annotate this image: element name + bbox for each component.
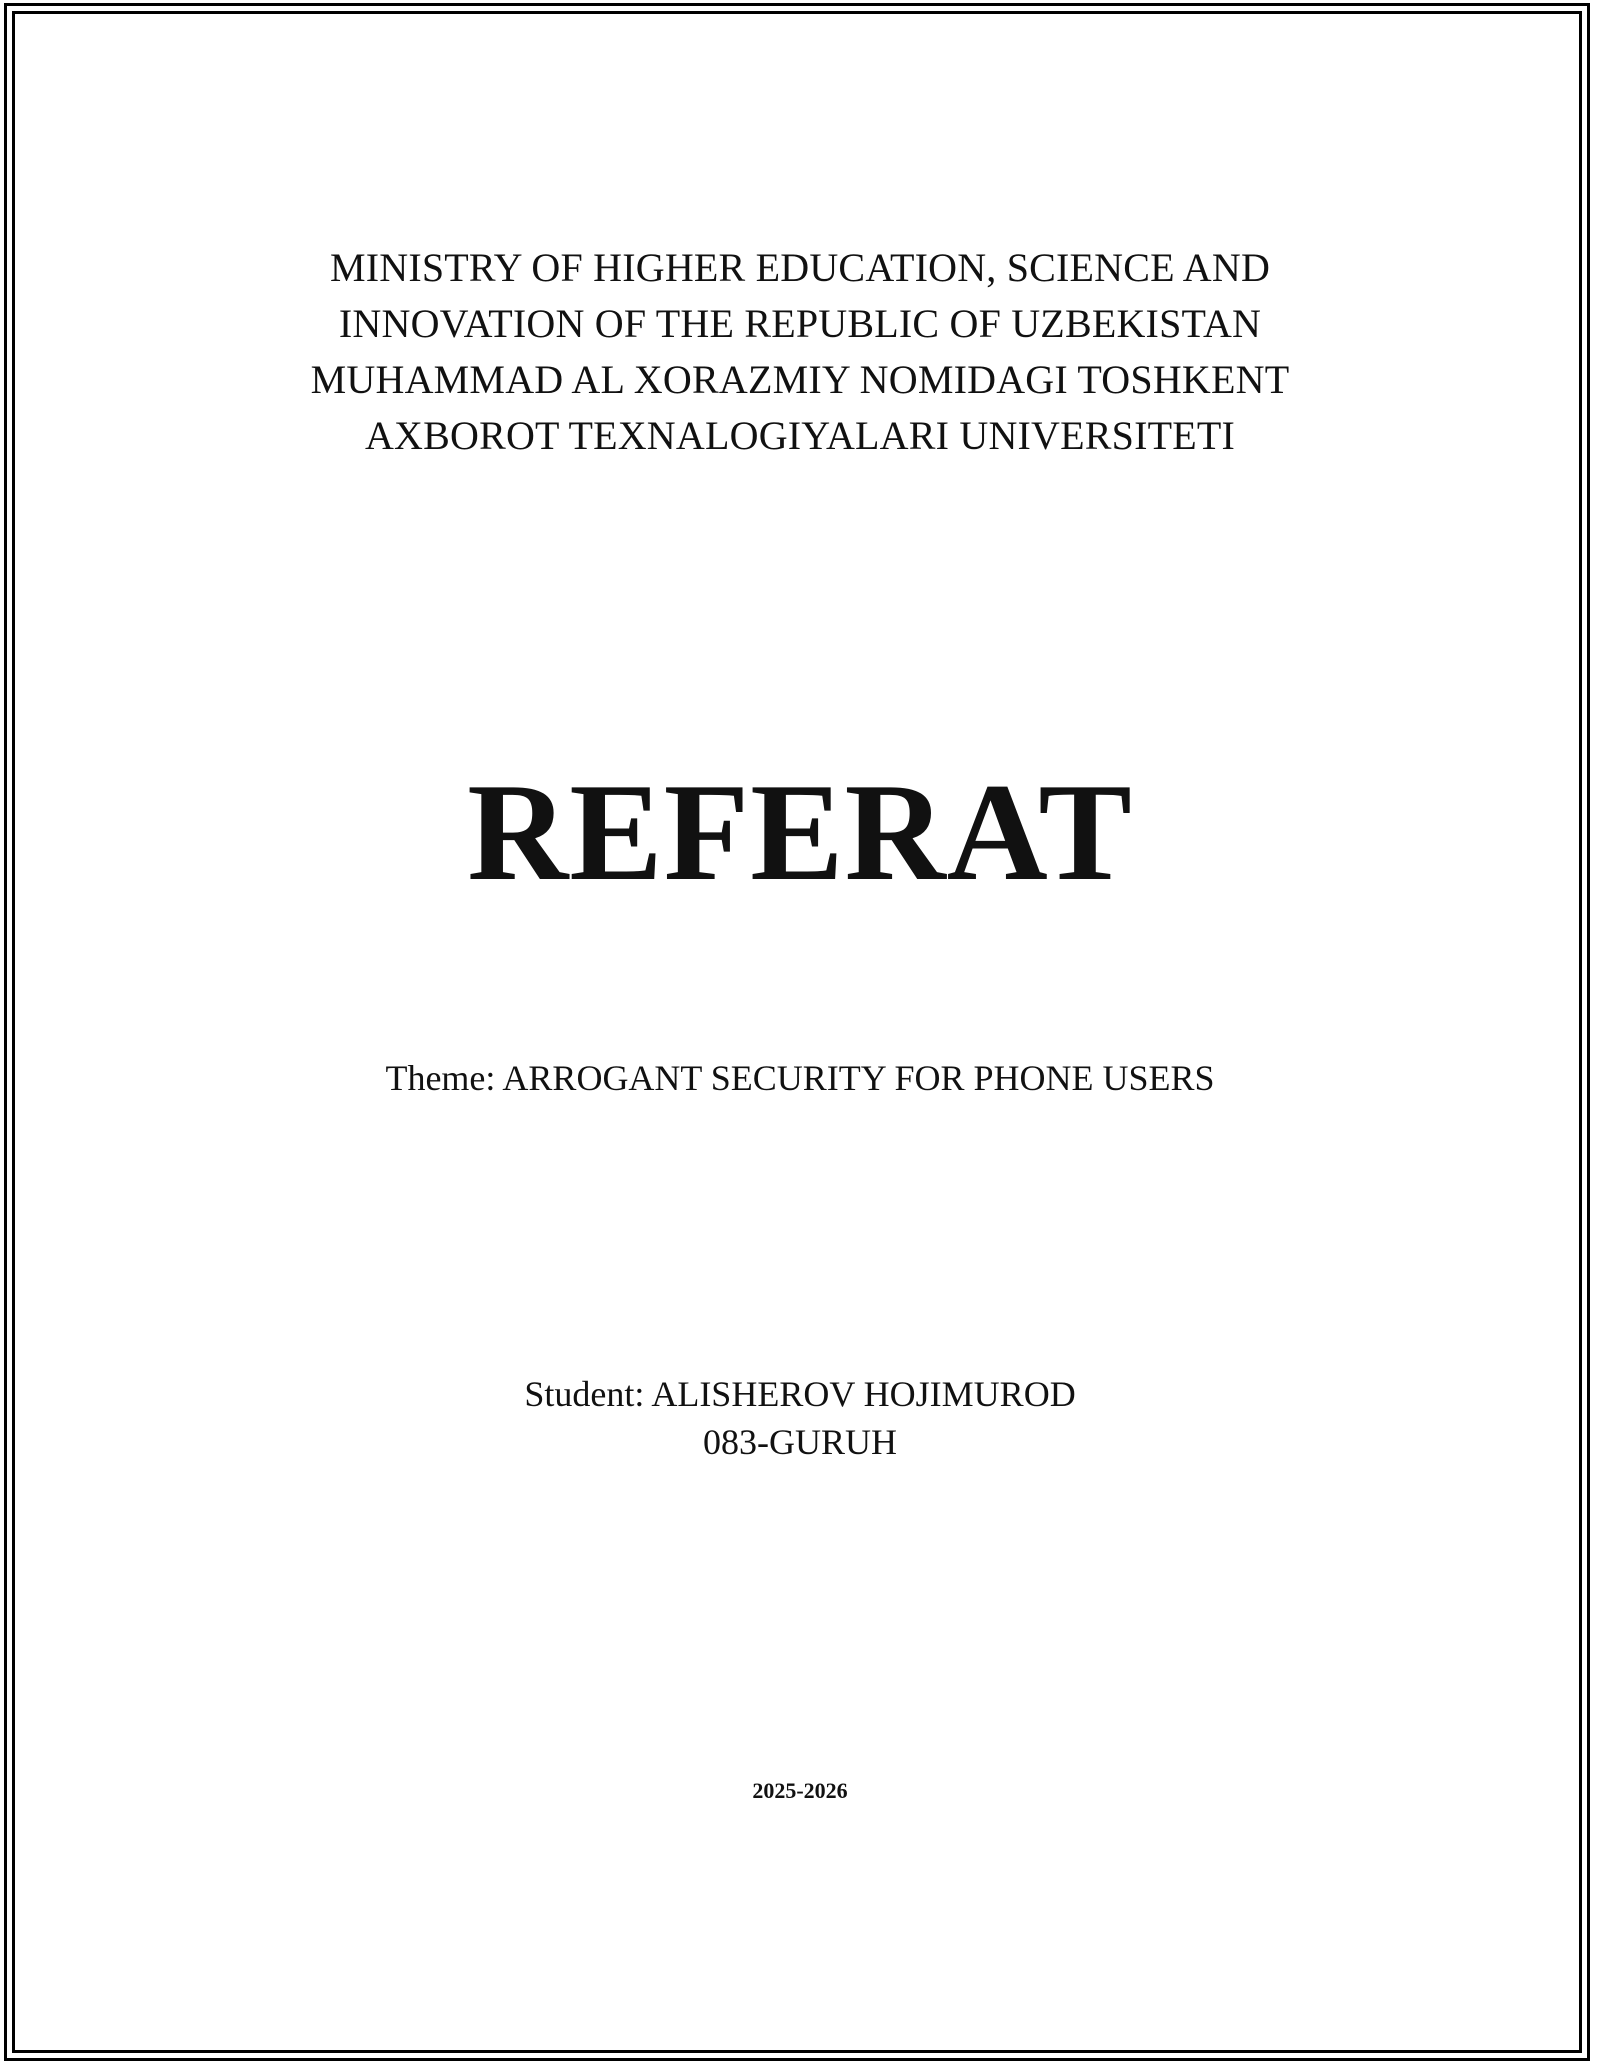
header-line-1: MINISTRY OF HIGHER EDUCATION, SCIENCE AND bbox=[329, 245, 1271, 290]
student-name: Student: ALISHEROV HOJIMUROD bbox=[524, 1374, 1076, 1414]
student-group: 083-GURUH bbox=[703, 1422, 897, 1462]
student-info bbox=[0, 1370, 1600, 1466]
header-line-2: INNOVATION OF THE REPUBLIC OF UZBEKISTAN bbox=[338, 301, 1262, 346]
academic-year: 2025-2026 bbox=[752, 1778, 848, 1803]
document-title: REFERAT bbox=[467, 755, 1133, 910]
header-line-3: MUHAMMAD AL XORAZMIY NOMIDAGI TOSHKENT bbox=[310, 357, 1290, 402]
institution-header bbox=[0, 240, 1600, 464]
document-theme: Theme: ARROGANT SECURITY FOR PHONE USERS bbox=[385, 1058, 1215, 1098]
header-line-4: AXBOROT TEXNALOGIYALARI UNIVERSITETI bbox=[364, 413, 1236, 458]
